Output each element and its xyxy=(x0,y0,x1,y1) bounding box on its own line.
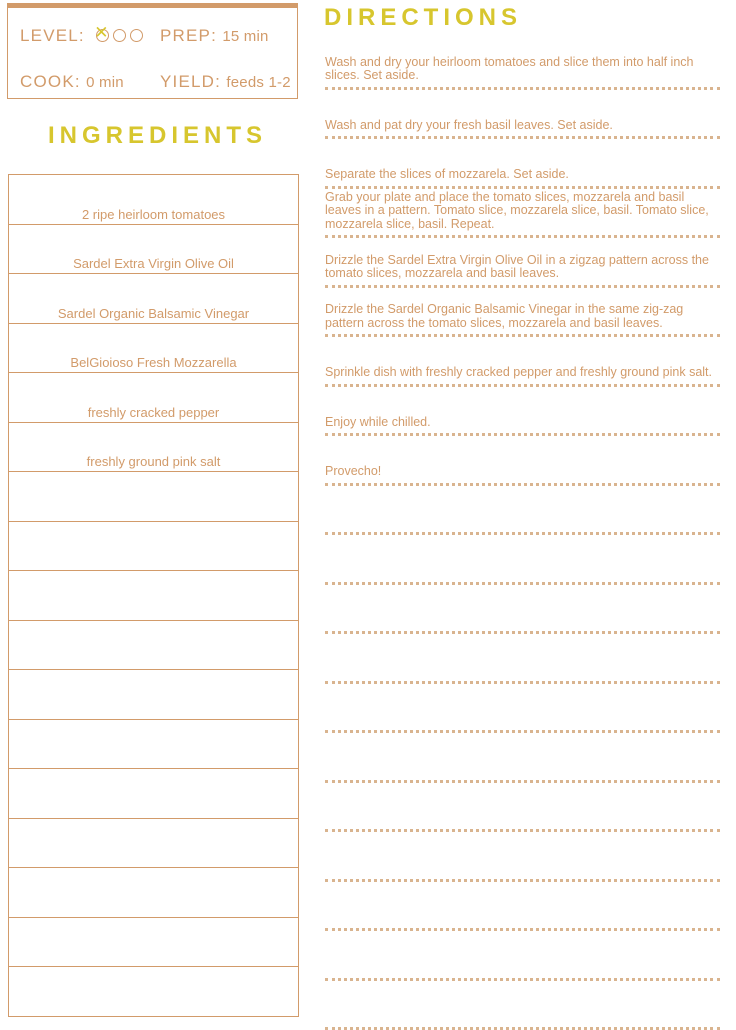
direction-text: Enjoy while chilled. xyxy=(325,416,716,430)
direction-row xyxy=(325,139,720,189)
prep-label: PREP: xyxy=(160,26,217,45)
direction-row xyxy=(325,832,720,882)
direction-row xyxy=(325,486,720,536)
cook-value: 0 min xyxy=(86,74,124,91)
ingredient-row xyxy=(9,720,298,770)
level-indicator xyxy=(96,27,147,47)
directions-heading: DIRECTIONS xyxy=(324,4,522,32)
direction-row xyxy=(325,288,720,338)
ingredient-text: Sardel Extra Virgin Olive Oil xyxy=(73,256,234,271)
ingredient-row xyxy=(9,918,298,968)
ingredient-row xyxy=(9,373,298,423)
direction-row xyxy=(325,783,720,833)
prep-line xyxy=(160,26,269,46)
direction-text: Sprinkle dish with freshly cracked pepper and freshly ground pink salt. xyxy=(325,366,716,380)
ingredient-text: Sardel Organic Balsamic Vinegar xyxy=(58,306,249,321)
direction-row xyxy=(325,733,720,783)
ingredient-row xyxy=(9,621,298,671)
direction-row xyxy=(325,882,720,932)
direction-row xyxy=(325,337,720,387)
level-line xyxy=(20,26,147,47)
direction-text: Provecho! xyxy=(325,465,716,479)
level-label: LEVEL: xyxy=(20,26,85,45)
direction-text: Separate the slices of mozzarela. Set aside. xyxy=(325,168,716,182)
level-circle-empty xyxy=(130,29,143,42)
ingredient-row xyxy=(9,967,298,1017)
ingredient-row xyxy=(9,522,298,572)
yield-label: YIELD: xyxy=(160,72,221,91)
direction-text: Wash and dry your heirloom tomatoes and slice them into half inch slices. Set aside. xyxy=(325,56,716,83)
direction-row xyxy=(325,90,720,140)
yield-line xyxy=(160,72,291,92)
ingredient-row xyxy=(9,324,298,374)
direction-row xyxy=(325,189,720,239)
ingredient-row xyxy=(9,175,298,225)
direction-row xyxy=(325,40,720,90)
ingredient-row xyxy=(9,819,298,869)
ingredients-heading: INGREDIENTS xyxy=(48,122,267,150)
prep-value: 15 min xyxy=(222,28,268,45)
direction-row xyxy=(325,585,720,635)
ingredient-row xyxy=(9,868,298,918)
cook-label: COOK: xyxy=(20,72,81,91)
ingredient-row xyxy=(9,670,298,720)
ingredient-row xyxy=(9,472,298,522)
cook-line xyxy=(20,72,124,92)
direction-row xyxy=(325,634,720,684)
ingredients-table xyxy=(8,174,299,1017)
ingredient-text: freshly ground pink salt xyxy=(87,454,221,469)
ingredient-text: BelGioioso Fresh Mozzarella xyxy=(70,355,236,370)
direction-text: Wash and pat dry your fresh basil leaves. Set aside. xyxy=(325,119,716,133)
direction-row xyxy=(325,387,720,437)
direction-row xyxy=(325,684,720,734)
yield-value: feeds 1-2 xyxy=(226,74,290,91)
ingredient-text: freshly cracked pepper xyxy=(88,405,220,420)
ingredient-row xyxy=(9,769,298,819)
direction-row xyxy=(325,436,720,486)
ingredient-row xyxy=(9,423,298,473)
directions-list xyxy=(325,40,720,1030)
direction-row xyxy=(325,931,720,981)
level-circle-empty xyxy=(113,29,126,42)
direction-text: Drizzle the Sardel Organic Balsamic Vinegar in the same zig-zag pattern across the tomato slices, mozzarela and basil leaves. xyxy=(325,303,716,330)
recipe-info-box xyxy=(7,3,298,99)
direction-text: Drizzle the Sardel Extra Virgin Olive Oil in a zigzag pattern across the tomato slices, mozzarela and basil leaves. xyxy=(325,254,716,281)
ingredient-row xyxy=(9,274,298,324)
ingredient-text: 2 ripe heirloom tomatoes xyxy=(82,207,225,222)
ingredient-row xyxy=(9,571,298,621)
level-circle-filled xyxy=(96,29,109,42)
direction-row xyxy=(325,535,720,585)
ingredient-row xyxy=(9,225,298,275)
direction-text: Grab your plate and place the tomato slices, mozzarela and basil leaves in a pattern. Tomato slice, mozzarela slice, basil. Tomato slice, mozzarela slice, basil. Repeat. xyxy=(325,191,716,232)
direction-row xyxy=(325,238,720,288)
